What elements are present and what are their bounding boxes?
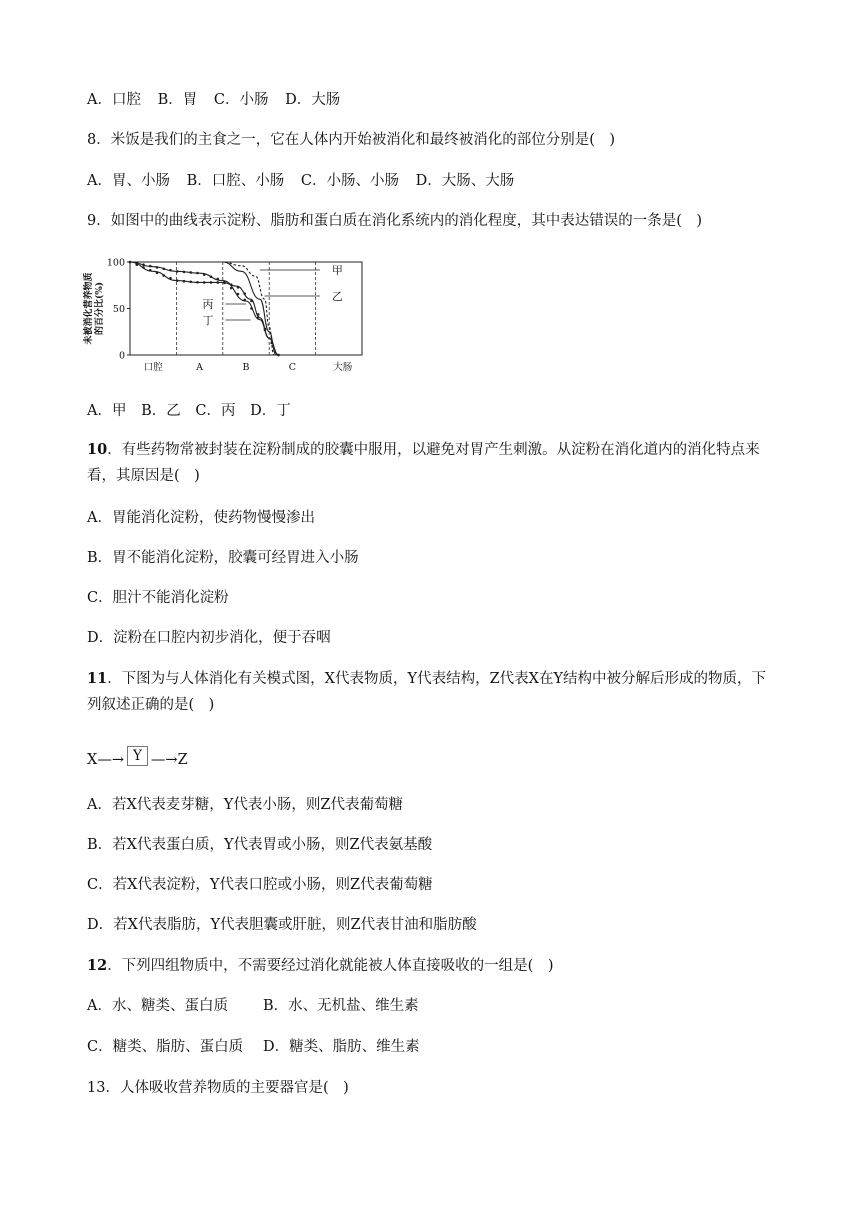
q11-number: 11	[87, 670, 108, 687]
series-point	[250, 300, 253, 303]
y-tick-label: 0	[118, 350, 125, 362]
series-point	[270, 342, 273, 345]
series-point	[176, 279, 179, 282]
series-point	[210, 281, 213, 284]
arrow-icon: —→	[97, 752, 124, 768]
diagram-x: X	[87, 752, 98, 768]
q12-stem	[87, 956, 554, 976]
q10-option-c: C．胆汁不能消化淀粉	[87, 590, 229, 606]
series-point	[230, 287, 233, 290]
diagram-z: Z	[177, 752, 188, 768]
series-point	[189, 271, 192, 274]
series-point	[149, 269, 152, 272]
y-axis-label-part: 未被消化营养物质	[84, 272, 94, 345]
series-point	[129, 261, 132, 264]
series-point	[243, 299, 246, 302]
series-point	[243, 292, 246, 295]
q9-option-d: D．丁	[250, 403, 291, 419]
series-point	[162, 267, 165, 270]
series-label: 丁	[202, 314, 214, 327]
q7-option-b: B．胃	[157, 92, 198, 108]
y-axis-label-part: 的百分比(%)	[95, 281, 105, 336]
q8-stem: 8．米饭是我们的主食之一，它在人体内开始被消化和最终被消化的部位分别是( )	[87, 132, 616, 148]
q12-option-a: A．水、糖类、蛋白质	[87, 998, 228, 1014]
q9-options	[87, 401, 301, 421]
series-point	[216, 281, 219, 284]
q10-number: 10	[87, 441, 108, 458]
series-label: 甲	[331, 264, 343, 277]
x-category-label: B	[242, 362, 250, 373]
q7-option-c: C．小肠	[213, 92, 269, 108]
series-point	[257, 313, 260, 316]
q8-option-c: C．小肠、小肠	[300, 173, 399, 189]
series-point	[156, 266, 159, 269]
series-point	[196, 281, 199, 284]
q12-options-row1	[87, 996, 419, 1016]
q11-option-d: D．若X代表脂肪，Y代表胆囊或肝脏，则Z代表甘油和脂肪酸	[87, 917, 477, 933]
q11-text: ．下图为与人体消化有关模式图，X代表物质，Y代表结构，Z代表X在Y结构中被分解后形成的物质，下列叙述正确的是( )	[87, 671, 767, 713]
q9-option-b: B．乙	[141, 403, 181, 419]
q7-option-d: D．大肠	[285, 92, 341, 108]
q8-options	[87, 171, 526, 191]
x-category-label: 口腔	[143, 362, 163, 373]
arrow-icon: —→	[150, 752, 178, 768]
q7-option-a: A．口腔	[87, 92, 141, 108]
series-point	[142, 263, 145, 266]
series-point	[203, 281, 206, 284]
series-point	[183, 271, 186, 274]
diagram-y-box: Y	[127, 746, 148, 766]
series-point	[149, 265, 152, 268]
digestion-chart	[82, 252, 382, 378]
series-point	[223, 282, 226, 285]
series-point	[176, 270, 179, 273]
y-tick-label: 50	[112, 304, 125, 315]
q9-option-a: A．甲	[87, 403, 127, 419]
q12-option-b: B．水、无机盐、维生素	[263, 998, 419, 1014]
series-point	[183, 280, 186, 283]
series-point	[277, 354, 280, 357]
q11-diagram	[87, 750, 188, 770]
q10-option-d: D．淀粉在口腔内初步消化，便于吞咽	[87, 630, 331, 646]
series-point	[135, 263, 138, 266]
q11-option-c: C．若X代表淀粉，Y代表口腔或小肠，则Z代表葡萄糖	[87, 877, 433, 893]
q8-option-d: D．大肠、大肠	[415, 173, 515, 189]
series-point	[162, 274, 165, 277]
q10-option-a: A．胃能消化淀粉，使药物慢慢渗出	[87, 510, 315, 526]
series-point	[189, 280, 192, 283]
q10-stem	[87, 437, 777, 489]
series-point	[196, 272, 199, 275]
q9-option-c: C．丙	[195, 403, 236, 419]
q11-option-a: A．若X代表麦芽糖，Y代表小肠，则Z代表葡萄糖	[87, 797, 403, 813]
series-point	[169, 277, 172, 280]
q11-stem	[87, 666, 777, 718]
q7-options	[87, 90, 352, 110]
q12-option-d: D．糖类、脂肪、维生素	[263, 1039, 420, 1055]
q12-options-row2	[87, 1037, 420, 1057]
series-point	[156, 272, 159, 275]
q10-option-b: B．胃不能消化淀粉，胶囊可经胃进入小肠	[87, 550, 359, 566]
q8-option-b: B．口腔、小肠	[186, 173, 285, 189]
q12-text: ．下列四组物质中，不需要经过消化就能被人体直接吸收的一组是( )	[107, 958, 554, 974]
series-point	[142, 266, 145, 269]
series-point	[216, 278, 219, 281]
series-label: 乙	[331, 290, 343, 303]
q9-stem: 9．如图中的曲线表示淀粉、脂肪和蛋白质在消化系统内的消化程度，其中表达错误的一条是( )	[87, 213, 703, 229]
q11-option-b: B．若X代表蛋白质，Y代表胃或小肠，则Z代表氨基酸	[87, 837, 433, 853]
series-point	[169, 269, 172, 272]
q12-number: 12	[87, 957, 108, 974]
x-category-label: C	[288, 362, 297, 373]
q12-option-c: C．糖类、脂肪、蛋白质	[87, 1039, 244, 1055]
series-point	[203, 273, 206, 276]
series-point	[237, 286, 240, 289]
q8-option-a: A．胃、小肠	[87, 173, 170, 189]
x-category-label: A	[196, 362, 204, 373]
q10-text: ．有些药物常被封装在淀粉制成的胶囊中服用，以避免对胃产生刺激。从淀粉在消化道内的消化特点来看，其原因是( )	[87, 442, 760, 484]
q13-stem: 13．人体吸收营养物质的主要器官是( )	[87, 1080, 349, 1096]
y-tick-label: 100	[106, 257, 125, 269]
series-point	[210, 276, 213, 279]
x-category-label: 大肠	[333, 362, 353, 373]
series-point	[264, 328, 267, 331]
series-point	[230, 283, 233, 286]
series-point	[237, 293, 240, 296]
series-point	[250, 307, 253, 310]
series-label: 丙	[202, 298, 214, 311]
chart-ylabel	[82, 272, 105, 344]
